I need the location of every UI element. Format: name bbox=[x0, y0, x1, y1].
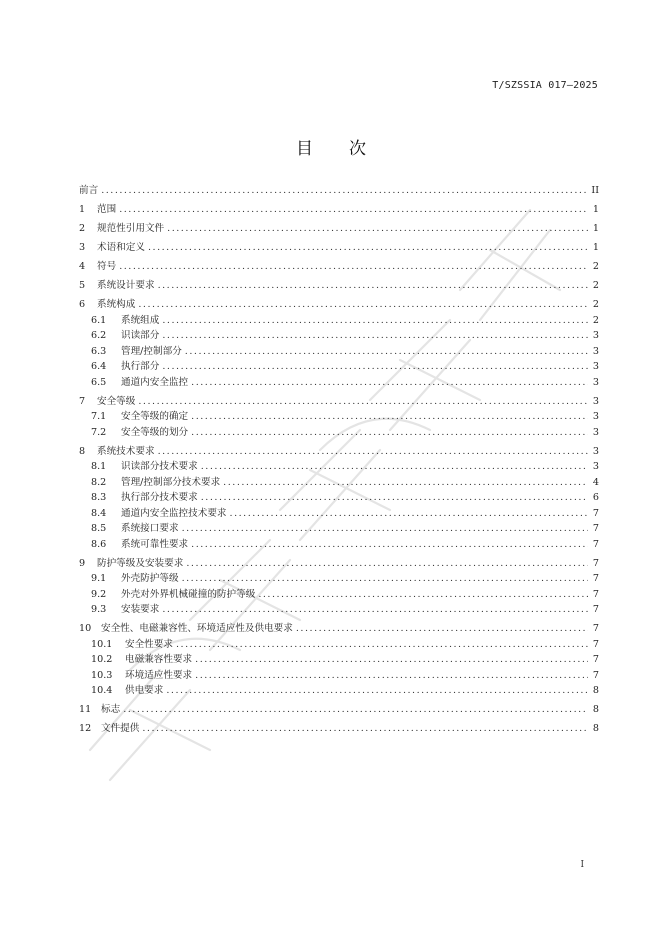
toc-entry-number: 9.2 bbox=[91, 588, 107, 600]
toc-leader-dots bbox=[223, 477, 588, 489]
toc-entry-number: 12 bbox=[79, 723, 92, 734]
toc-entry-page: 7 bbox=[592, 557, 599, 569]
toc-entry-title: 外壳防护等级 bbox=[121, 573, 179, 584]
toc-leader-dots bbox=[201, 461, 588, 473]
toc-leader-dots bbox=[162, 330, 588, 342]
toc-entry[interactable] bbox=[79, 235, 599, 254]
toc-entry-page: 7 bbox=[592, 588, 599, 600]
toc-entry-page: 7 bbox=[592, 604, 599, 615]
toc-leader-dots bbox=[167, 223, 588, 235]
toc-entry[interactable] bbox=[79, 616, 599, 635]
toc-leader-dots bbox=[162, 361, 588, 373]
page-number: I bbox=[580, 860, 584, 870]
toc-entry[interactable] bbox=[79, 489, 599, 505]
toc-entry[interactable] bbox=[79, 570, 599, 586]
toc-entry-number: 8.3 bbox=[91, 492, 107, 503]
toc-leader-dots bbox=[162, 604, 588, 616]
toc-entry-title: 管理/控制部分技术要求 bbox=[121, 476, 221, 488]
toc-entry-page: 1 bbox=[592, 242, 599, 253]
toc-entry-title: 系统技术要求 bbox=[97, 445, 155, 457]
toc-entry[interactable] bbox=[79, 697, 599, 716]
toc-entry[interactable] bbox=[79, 716, 599, 735]
toc-entry-page: 1 bbox=[592, 204, 599, 215]
toc-leader-dots bbox=[296, 623, 588, 635]
toc-entry-title: 符号 bbox=[97, 261, 117, 272]
toc-entry-number: 6.5 bbox=[91, 376, 107, 388]
toc-entry-number: 8.4 bbox=[91, 507, 107, 519]
toc-entry-number: 2 bbox=[79, 223, 86, 234]
toc-entry[interactable] bbox=[79, 273, 599, 292]
toc-entry-page: 2 bbox=[592, 299, 599, 310]
toc-entry-page: 3 bbox=[592, 330, 599, 341]
toc-entry[interactable] bbox=[79, 216, 599, 235]
toc-leader-dots bbox=[201, 492, 588, 504]
toc-entry-number: 1 bbox=[79, 204, 86, 215]
toc-entry-title: 供电要求 bbox=[125, 685, 164, 696]
toc-entry-number: 10.4 bbox=[91, 685, 113, 696]
toc-entry-number: 11 bbox=[79, 704, 92, 715]
toc-leader-dots bbox=[119, 261, 588, 273]
document-code: T/SZSSIA 017—2025 bbox=[492, 80, 598, 91]
toc-entry-title: 电磁兼容性要求 bbox=[125, 654, 193, 665]
toc-entry-page: 7 bbox=[592, 573, 599, 584]
toc-entry[interactable] bbox=[79, 408, 599, 424]
toc-entry-number: 8.5 bbox=[91, 523, 107, 534]
toc-entry-number: 3 bbox=[79, 242, 86, 253]
toc-entry-title: 系统设计要求 bbox=[97, 280, 155, 291]
toc-entry-title: 安全性要求 bbox=[125, 638, 173, 650]
toc-entry-number: 8.2 bbox=[91, 476, 107, 488]
toc-entry-title: 安全等级的确定 bbox=[121, 411, 189, 422]
toc-entry[interactable] bbox=[79, 682, 599, 698]
toc-entry-page: 2 bbox=[592, 314, 599, 326]
toc-entry-title: 识读部分 bbox=[121, 330, 160, 341]
toc-entry-number: 6.3 bbox=[91, 345, 107, 357]
toc-entry-page: 8 bbox=[592, 704, 599, 715]
toc-entry[interactable] bbox=[79, 373, 599, 389]
toc-entry-title: 管理/控制部分 bbox=[121, 345, 182, 357]
toc-entry-title: 前言 bbox=[79, 185, 99, 196]
toc-entry-page: 7 bbox=[592, 638, 599, 650]
toc-leader-dots bbox=[182, 573, 588, 585]
toc-entry-title: 安全性、电磁兼容性、环境适应性及供电要求 bbox=[101, 623, 293, 634]
toc-leader-dots bbox=[166, 685, 588, 697]
toc-entry-title: 执行部分技术要求 bbox=[121, 492, 198, 503]
toc-entry-page: 8 bbox=[592, 723, 599, 734]
toc-entry-title: 执行部分 bbox=[121, 361, 160, 372]
toc-entry-title: 环境适应性要求 bbox=[125, 669, 193, 681]
toc-leader-dots bbox=[101, 185, 588, 197]
toc-entry-number: 9.1 bbox=[91, 573, 107, 584]
toc-entry[interactable] bbox=[79, 585, 599, 601]
toc-entry-number: 6.1 bbox=[91, 314, 107, 326]
toc-entry-title: 术语和定义 bbox=[97, 242, 145, 253]
toc-entry-number: 8.1 bbox=[91, 461, 107, 472]
toc-entry-title: 安全等级的划分 bbox=[121, 426, 189, 438]
toc-entry-number: 6 bbox=[79, 299, 86, 310]
toc-entry-title: 文件提供 bbox=[101, 723, 140, 734]
toc-entry-title: 安装要求 bbox=[121, 604, 160, 615]
toc-entry-page: 3 bbox=[592, 411, 599, 422]
toc-leader-dots bbox=[191, 539, 588, 551]
toc-entry[interactable] bbox=[79, 292, 599, 311]
toc-leader-dots bbox=[195, 654, 588, 666]
toc-leader-dots bbox=[230, 508, 588, 520]
toc-entry[interactable] bbox=[79, 458, 599, 474]
toc-entry[interactable] bbox=[79, 389, 599, 408]
toc-entry-title: 系统接口要求 bbox=[121, 523, 179, 534]
toc-leader-dots bbox=[123, 704, 588, 716]
toc-entry-page: 3 bbox=[592, 461, 599, 472]
toc-entry-title: 系统构成 bbox=[97, 299, 136, 310]
toc-entry[interactable] bbox=[79, 535, 599, 551]
toc-leader-dots bbox=[191, 411, 588, 423]
toc-entry[interactable] bbox=[79, 358, 599, 374]
toc-entry[interactable] bbox=[79, 520, 599, 536]
toc-entry[interactable] bbox=[79, 178, 599, 197]
toc-leader-dots bbox=[148, 242, 588, 254]
toc-entry[interactable] bbox=[79, 651, 599, 667]
toc-leader-dots bbox=[142, 723, 588, 735]
toc-leader-dots bbox=[176, 639, 588, 651]
toc-leader-dots bbox=[158, 280, 588, 292]
toc-entry[interactable] bbox=[79, 601, 599, 617]
toc-leader-dots bbox=[191, 427, 588, 439]
toc-entry-page: 7 bbox=[592, 523, 599, 534]
toc-entry-title: 标志 bbox=[101, 704, 121, 715]
toc-leader-dots bbox=[191, 377, 588, 389]
toc-entry-page: 3 bbox=[592, 426, 599, 438]
toc-entry-title: 规范性引用文件 bbox=[97, 223, 165, 234]
toc-entry-number: 10.3 bbox=[91, 669, 113, 681]
toc-leader-dots bbox=[186, 558, 588, 570]
toc-entry-number: 8.6 bbox=[91, 538, 107, 550]
toc-entry-title: 通道内安全监控技术要求 bbox=[121, 507, 227, 519]
toc-entry-page: 7 bbox=[592, 669, 599, 681]
toc-entry-page: II bbox=[591, 185, 599, 196]
toc-entry-number: 6.4 bbox=[91, 361, 107, 372]
toc-entry-title: 防护等级及安装要求 bbox=[97, 557, 184, 569]
toc-entry-number: 7.2 bbox=[91, 426, 107, 438]
toc-leader-dots bbox=[258, 589, 588, 601]
toc-entry-page: 7 bbox=[592, 538, 599, 550]
table-of-contents bbox=[79, 178, 599, 735]
toc-entry-title: 范围 bbox=[97, 204, 117, 215]
toc-entry-number: 4 bbox=[79, 261, 86, 272]
toc-entry-page: 2 bbox=[592, 261, 599, 272]
toc-entry-title: 识读部分技术要求 bbox=[121, 461, 198, 472]
toc-entry-number: 7.1 bbox=[91, 411, 107, 422]
toc-entry-page: 3 bbox=[592, 376, 599, 388]
page-title: 目次 bbox=[296, 139, 402, 159]
toc-entry-title: 通道内安全监控 bbox=[121, 376, 189, 388]
toc-entry-number: 9.3 bbox=[91, 604, 107, 615]
toc-entry-page: 7 bbox=[592, 654, 599, 665]
toc-entry-number: 9 bbox=[79, 557, 86, 569]
toc-leader-dots bbox=[195, 670, 588, 682]
toc-leader-dots bbox=[158, 446, 588, 458]
toc-leader-dots bbox=[138, 396, 588, 408]
toc-entry-page: 3 bbox=[592, 361, 599, 372]
toc-leader-dots bbox=[162, 315, 588, 327]
toc-entry[interactable] bbox=[79, 342, 599, 358]
toc-entry[interactable] bbox=[79, 551, 599, 570]
toc-entry-number: 6.2 bbox=[91, 330, 107, 341]
toc-entry-page: 3 bbox=[592, 345, 599, 357]
toc-entry[interactable] bbox=[79, 423, 599, 439]
toc-entry[interactable] bbox=[79, 439, 599, 458]
toc-entry-page: 3 bbox=[592, 395, 599, 407]
toc-entry-page: 8 bbox=[592, 685, 599, 696]
toc-entry-page: 1 bbox=[592, 223, 599, 234]
toc-entry-number: 8 bbox=[79, 445, 86, 457]
toc-entry-number: 5 bbox=[79, 280, 86, 291]
toc-entry[interactable] bbox=[79, 473, 599, 489]
toc-entry[interactable] bbox=[79, 666, 599, 682]
toc-entry[interactable] bbox=[79, 311, 599, 327]
toc-entry-title: 外壳对外界机械碰撞的防护等级 bbox=[121, 588, 256, 600]
toc-entry-page: 2 bbox=[592, 280, 599, 291]
toc-leader-dots bbox=[182, 523, 588, 535]
toc-entry-number: 7 bbox=[79, 395, 86, 407]
toc-entry[interactable] bbox=[79, 197, 599, 216]
toc-entry-page: 4 bbox=[592, 476, 599, 488]
toc-entry-title: 安全等级 bbox=[97, 395, 136, 407]
toc-entry-page: 6 bbox=[592, 492, 599, 503]
toc-entry-number: 10 bbox=[79, 623, 92, 634]
toc-entry-title: 系统可靠性要求 bbox=[121, 538, 189, 550]
toc-leader-dots bbox=[138, 299, 588, 311]
toc-leader-dots bbox=[185, 346, 588, 358]
toc-entry[interactable] bbox=[79, 635, 599, 651]
toc-entry-page: 3 bbox=[592, 445, 599, 457]
toc-entry-page: 7 bbox=[592, 507, 599, 519]
toc-entry[interactable] bbox=[79, 327, 599, 343]
toc-leader-dots bbox=[119, 204, 588, 216]
toc-entry-title: 系统组成 bbox=[121, 314, 160, 326]
toc-entry[interactable] bbox=[79, 254, 599, 273]
toc-entry[interactable] bbox=[79, 504, 599, 520]
toc-entry-page: 7 bbox=[592, 623, 599, 634]
toc-entry-number: 10.2 bbox=[91, 654, 113, 665]
toc-entry-number: 10.1 bbox=[91, 638, 113, 650]
